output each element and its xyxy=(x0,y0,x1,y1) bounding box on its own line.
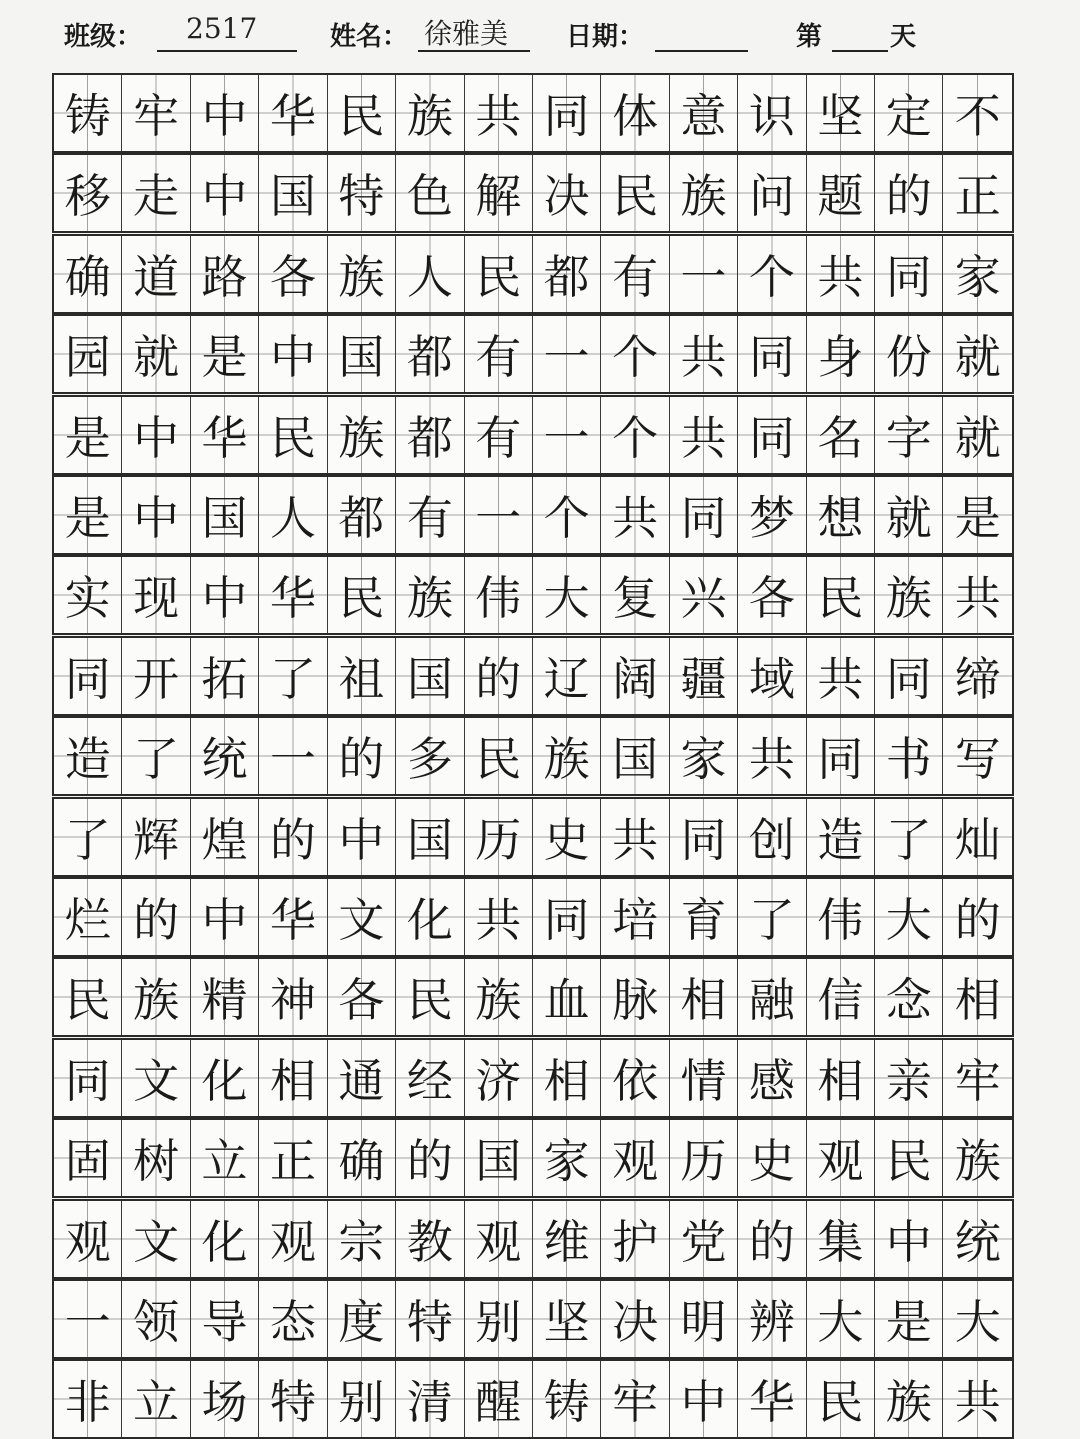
grid-cell-character: 树 xyxy=(122,1120,190,1196)
grid-cell-character: 大 xyxy=(875,879,943,955)
grid-row xyxy=(52,1199,1014,1279)
grid-cell-character: 经 xyxy=(396,1040,464,1116)
grid-row xyxy=(52,636,1014,716)
grid-cell-character: 有 xyxy=(601,236,669,312)
grid-cell-character: 问 xyxy=(738,155,806,231)
grid-cell-character: 同 xyxy=(875,638,943,714)
grid-cell-character: 立 xyxy=(191,1120,259,1196)
grid-cell-character: 家 xyxy=(943,236,1011,312)
grid-cell-character: 历 xyxy=(670,1120,738,1196)
grid-cell-character: 化 xyxy=(396,879,464,955)
grid-cell-character: 份 xyxy=(875,316,943,392)
grid-cell-character: 坚 xyxy=(533,1281,601,1357)
grid-cell-character: 辨 xyxy=(738,1281,806,1357)
name-underline xyxy=(418,50,530,52)
grid-cell-character: 造 xyxy=(807,799,875,875)
grid-cell-character: 观 xyxy=(807,1120,875,1196)
grid-cell-character: 的 xyxy=(943,879,1011,955)
grid-cell-character: 复 xyxy=(601,557,669,633)
grid-cell-character: 祖 xyxy=(328,638,396,714)
grid-cell-character: 了 xyxy=(54,799,122,875)
grid-cell-character: 一 xyxy=(259,718,327,794)
grid-cell-character: 有 xyxy=(465,397,533,473)
grid-cell-character: 伟 xyxy=(465,557,533,633)
grid-cell-character: 同 xyxy=(807,718,875,794)
grid-cell-character: 写 xyxy=(943,718,1011,794)
day-underline xyxy=(832,50,888,52)
grid-cell-character: 固 xyxy=(54,1120,122,1196)
grid-row xyxy=(52,797,1014,877)
grid-cell-character: 维 xyxy=(533,1201,601,1277)
grid-cell-character: 同 xyxy=(533,879,601,955)
grid-cell-character: 家 xyxy=(670,718,738,794)
grid-cell-character: 决 xyxy=(601,1281,669,1357)
grid-cell-character: 中 xyxy=(191,75,259,151)
grid-cell-character: 的 xyxy=(396,1120,464,1196)
grid-cell-character: 同 xyxy=(533,75,601,151)
grid-cell-character: 观 xyxy=(54,1201,122,1277)
grid-cell-character: 缔 xyxy=(943,638,1011,714)
grid-cell-character: 题 xyxy=(807,155,875,231)
grid-row xyxy=(52,1118,1014,1198)
grid-cell-character: 就 xyxy=(943,316,1011,392)
grid-row xyxy=(52,73,1014,153)
grid-cell-character: 明 xyxy=(670,1281,738,1357)
grid-cell-character: 同 xyxy=(875,236,943,312)
grid-cell-character: 不 xyxy=(943,75,1011,151)
grid-cell-character: 共 xyxy=(738,718,806,794)
grid-cell-character: 大 xyxy=(807,1281,875,1357)
grid-cell-character: 名 xyxy=(807,397,875,473)
grid-cell-character: 阔 xyxy=(601,638,669,714)
grid-row xyxy=(52,395,1014,475)
grid-cell-character: 确 xyxy=(328,1120,396,1196)
grid-cell-character: 国 xyxy=(601,718,669,794)
grid-cell-character: 人 xyxy=(396,236,464,312)
grid-cell-character: 华 xyxy=(738,1361,806,1437)
grid-cell-character: 大 xyxy=(943,1281,1011,1357)
grid-cell-character: 宗 xyxy=(328,1201,396,1277)
grid-cell-character: 民 xyxy=(328,557,396,633)
grid-cell-character: 中 xyxy=(191,155,259,231)
day-suffix: 天 xyxy=(890,22,917,52)
grid-cell-character: 民 xyxy=(807,557,875,633)
grid-cell-character: 各 xyxy=(738,557,806,633)
grid-cell-character: 坚 xyxy=(807,75,875,151)
grid-cell-character: 正 xyxy=(259,1120,327,1196)
grid-cell-character: 国 xyxy=(328,316,396,392)
grid-cell-character: 化 xyxy=(191,1040,259,1116)
grid-row xyxy=(52,877,1014,957)
grid-cell-character: 身 xyxy=(807,316,875,392)
grid-cell-character: 了 xyxy=(259,638,327,714)
grid-cell-character: 特 xyxy=(259,1361,327,1437)
grid-cell-character: 培 xyxy=(601,879,669,955)
grid-cell-character: 同 xyxy=(738,397,806,473)
grid-cell-character: 疆 xyxy=(670,638,738,714)
grid-cell-character: 共 xyxy=(943,557,1011,633)
grid-cell-character: 定 xyxy=(875,75,943,151)
grid-cell-character: 别 xyxy=(465,1281,533,1357)
grid-cell-character: 族 xyxy=(670,155,738,231)
grid-cell-character: 国 xyxy=(259,155,327,231)
grid-cell-character: 相 xyxy=(259,1040,327,1116)
grid-cell-character: 个 xyxy=(738,236,806,312)
grid-cell-character: 家 xyxy=(533,1120,601,1196)
grid-cell-character: 有 xyxy=(396,477,464,553)
grid-cell-character: 同 xyxy=(738,316,806,392)
grid-cell-character: 族 xyxy=(465,959,533,1035)
worksheet-header xyxy=(0,0,1080,72)
grid-cell-character: 开 xyxy=(122,638,190,714)
grid-cell-character: 统 xyxy=(943,1201,1011,1277)
grid-cell-character: 史 xyxy=(738,1120,806,1196)
grid-cell-character: 中 xyxy=(122,397,190,473)
grid-cell-character: 通 xyxy=(328,1040,396,1116)
grid-cell-character: 别 xyxy=(328,1361,396,1437)
class-underline xyxy=(157,50,297,52)
grid-cell-character: 正 xyxy=(943,155,1011,231)
grid-cell-character: 国 xyxy=(396,799,464,875)
grid-cell-character: 一 xyxy=(533,397,601,473)
grid-cell-character: 兴 xyxy=(670,557,738,633)
grid-cell-character: 的 xyxy=(259,799,327,875)
grid-cell-character: 意 xyxy=(670,75,738,151)
grid-cell-character: 牢 xyxy=(122,75,190,151)
grid-cell-character: 了 xyxy=(875,799,943,875)
grid-cell-character: 血 xyxy=(533,959,601,1035)
grid-cell-character: 共 xyxy=(465,879,533,955)
grid-cell-character: 的 xyxy=(328,718,396,794)
grid-cell-character: 确 xyxy=(54,236,122,312)
grid-cell-character: 字 xyxy=(875,397,943,473)
grid-cell-character: 园 xyxy=(54,316,122,392)
grid-cell-character: 脉 xyxy=(601,959,669,1035)
grid-cell-character: 中 xyxy=(328,799,396,875)
grid-cell-character: 想 xyxy=(807,477,875,553)
grid-cell-character: 一 xyxy=(465,477,533,553)
grid-cell-character: 共 xyxy=(807,638,875,714)
grid-cell-character: 都 xyxy=(328,477,396,553)
grid-cell-character: 度 xyxy=(328,1281,396,1357)
grid-cell-character: 族 xyxy=(943,1120,1011,1196)
grid-cell-character: 牢 xyxy=(943,1040,1011,1116)
grid-cell-character: 族 xyxy=(122,959,190,1035)
grid-cell-character: 体 xyxy=(601,75,669,151)
grid-cell-character: 同 xyxy=(54,638,122,714)
grid-cell-character: 路 xyxy=(191,236,259,312)
grid-cell-character: 辽 xyxy=(533,638,601,714)
grid-cell-character: 是 xyxy=(54,397,122,473)
grid-row xyxy=(52,1279,1014,1359)
grid-cell-character: 护 xyxy=(601,1201,669,1277)
grid-cell-character: 醒 xyxy=(465,1361,533,1437)
grid-cell-character: 中 xyxy=(670,1361,738,1437)
grid-cell-character: 中 xyxy=(875,1201,943,1277)
grid-cell-character: 族 xyxy=(328,397,396,473)
grid-cell-character: 相 xyxy=(943,959,1011,1035)
grid-cell-character: 感 xyxy=(738,1040,806,1116)
grid-cell-character: 是 xyxy=(191,316,259,392)
grid-cell-character: 有 xyxy=(465,316,533,392)
grid-cell-character: 文 xyxy=(122,1040,190,1116)
grid-cell-character: 族 xyxy=(533,718,601,794)
grid-cell-character: 各 xyxy=(328,959,396,1035)
grid-cell-character: 化 xyxy=(191,1201,259,1277)
grid-cell-character: 史 xyxy=(533,799,601,875)
grid-cell-character: 多 xyxy=(396,718,464,794)
grid-cell-character: 的 xyxy=(122,879,190,955)
grid-cell-character: 观 xyxy=(601,1120,669,1196)
grid-cell-character: 煌 xyxy=(191,799,259,875)
grid-row xyxy=(52,153,1014,233)
class-label: 班级： xyxy=(64,22,143,52)
grid-cell-character: 同 xyxy=(670,799,738,875)
grid-cell-character: 相 xyxy=(670,959,738,1035)
grid-cell-character: 民 xyxy=(396,959,464,1035)
grid-cell-character: 的 xyxy=(875,155,943,231)
date-label: 日期： xyxy=(566,22,645,52)
grid-cell-character: 念 xyxy=(875,959,943,1035)
grid-cell-character: 一 xyxy=(670,236,738,312)
grid-cell-character: 特 xyxy=(328,155,396,231)
grid-cell-character: 就 xyxy=(122,316,190,392)
grid-row xyxy=(52,1038,1014,1118)
grid-cell-character: 都 xyxy=(396,316,464,392)
grid-cell-character: 中 xyxy=(191,557,259,633)
grid-cell-character: 个 xyxy=(533,477,601,553)
grid-cell-character: 华 xyxy=(259,75,327,151)
grid-cell-character: 教 xyxy=(396,1201,464,1277)
grid-cell-character: 色 xyxy=(396,155,464,231)
grid-cell-character: 统 xyxy=(191,718,259,794)
grid-cell-character: 创 xyxy=(738,799,806,875)
grid-cell-character: 大 xyxy=(533,557,601,633)
grid-cell-character: 梦 xyxy=(738,477,806,553)
grid-cell-character: 是 xyxy=(54,477,122,553)
grid-row xyxy=(52,475,1014,555)
grid-cell-character: 现 xyxy=(122,557,190,633)
grid-cell-character: 铸 xyxy=(533,1361,601,1437)
grid-row xyxy=(52,314,1014,394)
grid-cell-character: 文 xyxy=(328,879,396,955)
grid-cell-character: 同 xyxy=(670,477,738,553)
grid-cell-character: 中 xyxy=(122,477,190,553)
grid-cell-character: 精 xyxy=(191,959,259,1035)
grid-cell-character: 文 xyxy=(122,1201,190,1277)
grid-cell-character: 清 xyxy=(396,1361,464,1437)
grid-cell-character: 民 xyxy=(875,1120,943,1196)
grid-cell-character: 走 xyxy=(122,155,190,231)
grid-cell-character: 相 xyxy=(533,1040,601,1116)
grid-cell-character: 道 xyxy=(122,236,190,312)
grid-cell-character: 实 xyxy=(54,557,122,633)
grid-cell-character: 牢 xyxy=(601,1361,669,1437)
grid-cell-character: 辉 xyxy=(122,799,190,875)
grid-cell-character: 一 xyxy=(533,316,601,392)
grid-cell-character: 中 xyxy=(191,879,259,955)
grid-cell-character: 亲 xyxy=(875,1040,943,1116)
grid-cell-character: 就 xyxy=(943,397,1011,473)
grid-cell-character: 族 xyxy=(875,1361,943,1437)
grid-cell-character: 观 xyxy=(259,1201,327,1277)
grid-cell-character: 依 xyxy=(601,1040,669,1116)
grid-cell-character: 中 xyxy=(259,316,327,392)
grid-cell-character: 非 xyxy=(54,1361,122,1437)
grid-cell-character: 民 xyxy=(465,236,533,312)
grid-cell-character: 导 xyxy=(191,1281,259,1357)
grid-cell-character: 相 xyxy=(807,1040,875,1116)
grid-cell-character: 的 xyxy=(465,638,533,714)
grid-cell-character: 民 xyxy=(601,155,669,231)
grid-cell-character: 移 xyxy=(54,155,122,231)
grid-cell-character: 国 xyxy=(396,638,464,714)
grid-cell-character: 人 xyxy=(259,477,327,553)
grid-cell-character: 华 xyxy=(259,557,327,633)
grid-cell-character: 观 xyxy=(465,1201,533,1277)
grid-cell-character: 共 xyxy=(465,75,533,151)
grid-cell-character: 拓 xyxy=(191,638,259,714)
name-label: 姓名： xyxy=(330,22,409,52)
grid-row xyxy=(52,555,1014,635)
grid-cell-character: 识 xyxy=(738,75,806,151)
grid-cell-character: 决 xyxy=(533,155,601,231)
grid-cell-character: 场 xyxy=(191,1361,259,1437)
grid-cell-character: 情 xyxy=(670,1040,738,1116)
grid-cell-character: 民 xyxy=(328,75,396,151)
grid-cell-character: 各 xyxy=(259,236,327,312)
grid-cell-character: 党 xyxy=(670,1201,738,1277)
grid-cell-character: 华 xyxy=(191,397,259,473)
grid-cell-character: 共 xyxy=(601,477,669,553)
grid-cell-character: 民 xyxy=(259,397,327,473)
grid-cell-character: 领 xyxy=(122,1281,190,1357)
grid-cell-character: 集 xyxy=(807,1201,875,1277)
grid-cell-character: 同 xyxy=(54,1040,122,1116)
grid-cell-character: 了 xyxy=(738,879,806,955)
grid-cell-character: 伟 xyxy=(807,879,875,955)
grid-cell-character: 了 xyxy=(122,718,190,794)
grid-cell-character: 解 xyxy=(465,155,533,231)
grid-cell-character: 立 xyxy=(122,1361,190,1437)
grid-cell-character: 融 xyxy=(738,959,806,1035)
grid-cell-character: 书 xyxy=(875,718,943,794)
grid-row xyxy=(52,1359,1014,1439)
grid-cell-character: 济 xyxy=(465,1040,533,1116)
day-prefix: 第 xyxy=(796,22,823,52)
name-value: 徐雅美 xyxy=(424,17,509,50)
grid-row xyxy=(52,957,1014,1037)
grid-cell-character: 都 xyxy=(396,397,464,473)
grid-cell-character: 共 xyxy=(943,1361,1011,1437)
grid-cell-character: 族 xyxy=(875,557,943,633)
grid-row xyxy=(52,234,1014,314)
grid-cell-character: 造 xyxy=(54,718,122,794)
grid-cell-character: 育 xyxy=(670,879,738,955)
grid-cell-character: 铸 xyxy=(54,75,122,151)
grid-cell-character: 的 xyxy=(738,1201,806,1277)
grid-cell-character: 族 xyxy=(396,557,464,633)
grid-cell-character: 共 xyxy=(670,316,738,392)
grid-cell-character: 国 xyxy=(465,1120,533,1196)
grid-cell-character: 态 xyxy=(259,1281,327,1357)
grid-cell-character: 民 xyxy=(807,1361,875,1437)
grid-cell-character: 信 xyxy=(807,959,875,1035)
grid-cell-character: 一 xyxy=(54,1281,122,1357)
class-value: 2517 xyxy=(186,12,258,45)
grid-cell-character: 共 xyxy=(601,799,669,875)
date-underline xyxy=(655,50,748,52)
grid-cell-character: 是 xyxy=(875,1281,943,1357)
grid-cell-character: 是 xyxy=(943,477,1011,553)
grid-cell-character: 历 xyxy=(465,799,533,875)
grid-cell-character: 灿 xyxy=(943,799,1011,875)
grid-cell-character: 族 xyxy=(396,75,464,151)
grid-cell-character: 共 xyxy=(807,236,875,312)
grid-cell-character: 烂 xyxy=(54,879,122,955)
grid-cell-character: 都 xyxy=(533,236,601,312)
grid-cell-character: 就 xyxy=(875,477,943,553)
grid-cell-character: 民 xyxy=(54,959,122,1035)
grid-row xyxy=(52,716,1014,796)
grid-cell-character: 特 xyxy=(396,1281,464,1357)
grid-cell-character: 域 xyxy=(738,638,806,714)
grid-cell-character: 国 xyxy=(191,477,259,553)
grid-cell-character: 个 xyxy=(601,316,669,392)
grid-cell-character: 共 xyxy=(670,397,738,473)
grid-cell-character: 个 xyxy=(601,397,669,473)
grid-cell-character: 华 xyxy=(259,879,327,955)
grid-cell-character: 族 xyxy=(328,236,396,312)
grid-cell-character: 神 xyxy=(259,959,327,1035)
grid-cell-character: 民 xyxy=(465,718,533,794)
